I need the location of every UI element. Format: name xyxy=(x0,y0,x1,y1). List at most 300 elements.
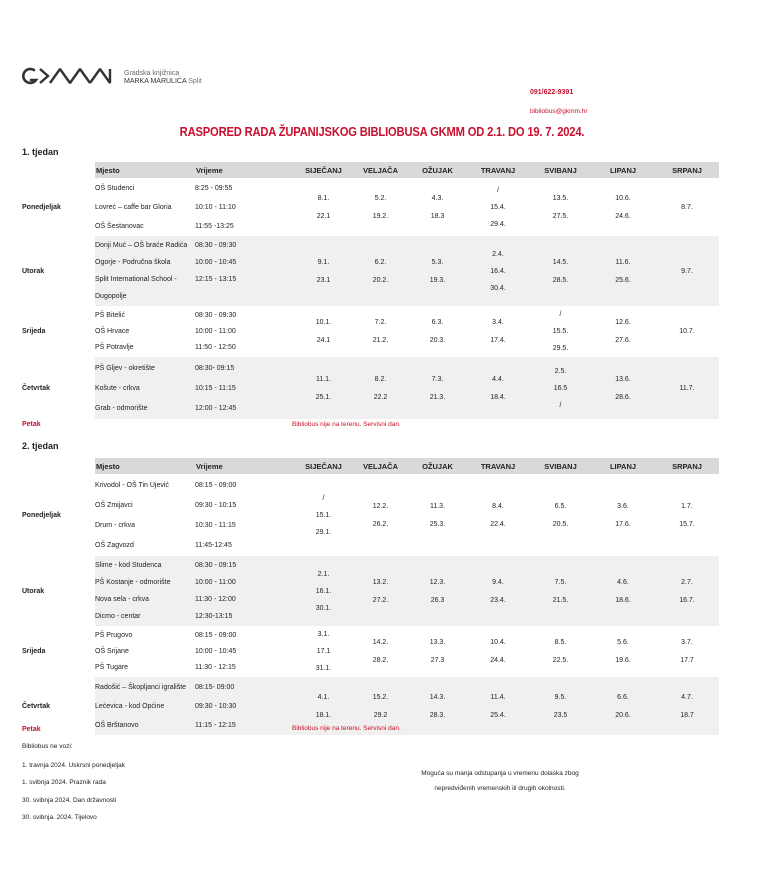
visit-date: 7.3. xyxy=(431,375,444,383)
visit-date: 8.7. xyxy=(681,203,693,211)
visit-date: 27.5. xyxy=(552,212,569,220)
month-dates xyxy=(295,474,352,556)
location: Dicmo - centar xyxy=(95,613,141,620)
visit-date: 13.3. xyxy=(429,639,446,646)
visit-date: 18.6. xyxy=(615,596,631,604)
table-row xyxy=(22,474,719,556)
column-header: SIJEČANJ xyxy=(295,162,352,178)
month-dates xyxy=(591,626,655,677)
visit-date: 21.2. xyxy=(372,337,389,344)
location: OŠ Hrvace xyxy=(95,328,130,335)
location: PŠ Bitelić xyxy=(95,312,125,319)
visit-date: 3.6. xyxy=(617,502,629,510)
month-dates xyxy=(530,556,591,626)
visit-date: 16.7. xyxy=(679,596,695,604)
month-dates xyxy=(591,178,655,236)
month-dates xyxy=(295,178,352,236)
visit-date: 11.3. xyxy=(429,502,446,510)
week-2-schedule-table xyxy=(22,458,719,735)
location: Split International School - xyxy=(95,276,177,283)
location: PŠ Prugovo xyxy=(95,632,133,639)
location: Grab - odmorište xyxy=(95,404,148,412)
month-dates xyxy=(591,306,655,357)
visit-date: 27.6. xyxy=(615,337,631,344)
visit-date: 17.1 xyxy=(316,648,331,655)
month-dates xyxy=(655,556,719,626)
location-list xyxy=(95,556,195,626)
library-name-city: Split xyxy=(188,78,202,85)
visit-date: 4.1. xyxy=(317,693,330,701)
day-name: Četvrtak xyxy=(22,677,95,735)
visit-date: 2.7. xyxy=(681,578,693,586)
time-slot: 8:25 - 09:55 xyxy=(195,184,233,192)
location: Lovreć – caffe bar Gloria xyxy=(95,203,172,211)
column-header: Mjesto xyxy=(95,162,195,178)
time-slot: 10:00 - 10:45 xyxy=(195,648,237,655)
visit-date: 13.2. xyxy=(372,578,389,586)
month-dates xyxy=(352,556,409,626)
visit-date: / xyxy=(559,401,562,409)
visit-date: 4.7. xyxy=(681,693,693,701)
contact-phone: 091/622-9391 xyxy=(530,89,574,96)
location: Ogorje - Područna škola xyxy=(95,259,171,266)
month-dates xyxy=(352,306,409,357)
visit-date: 31.1. xyxy=(315,665,332,672)
visit-date: 28.5. xyxy=(552,276,569,284)
month-dates xyxy=(352,626,409,677)
visit-date: 23.5 xyxy=(553,711,568,719)
visit-date: 22.1 xyxy=(316,212,331,220)
time-slot: 09:30 - 10:30 xyxy=(195,702,237,710)
visit-date: 23.1 xyxy=(316,276,331,284)
schedule-remark-line: nepredviđenih vremenskih ili drugih okolnosti. xyxy=(434,785,566,792)
visit-date: 27.2. xyxy=(372,596,389,604)
visit-date: 29.1. xyxy=(315,528,332,536)
visit-date: 9.7. xyxy=(681,267,693,275)
visit-date: 4.4. xyxy=(492,375,504,383)
month-dates xyxy=(295,626,352,677)
schedule-remark-line: Moguća su manja odstupanja u vremenu dolaska zbog xyxy=(421,770,579,777)
month-dates xyxy=(530,677,591,735)
time-slot: 12:15 - 13:15 xyxy=(195,276,237,283)
visit-date: 7.5. xyxy=(554,578,567,586)
month-dates xyxy=(352,474,409,556)
column-header: TRAVANJ xyxy=(466,458,530,474)
month-dates xyxy=(530,178,591,236)
time-list xyxy=(195,677,295,735)
time-slot: 08:30 - 09:30 xyxy=(195,242,237,249)
visit-date: 12.2. xyxy=(372,502,389,510)
month-dates xyxy=(409,357,466,419)
no-service-item: 1. svibnja 2024. Praznik rada xyxy=(22,779,106,786)
time-slot: 10:00 - 11:00 xyxy=(195,328,236,335)
location-list xyxy=(95,677,195,735)
visit-date: 22.4. xyxy=(490,520,506,528)
day-name: Ponedjeljak xyxy=(22,511,61,519)
visit-date: 8.1. xyxy=(317,194,330,202)
visit-date: 8.2. xyxy=(374,375,387,383)
visit-date: 6.2. xyxy=(374,258,387,266)
visit-date: 19.3. xyxy=(429,276,446,284)
column-header: OŽUJAK xyxy=(409,162,466,178)
visit-date: 16.4. xyxy=(490,267,506,275)
visit-date: 25.3. xyxy=(429,520,446,528)
visit-date: 11.7. xyxy=(679,384,695,392)
location: OŠ Zagvozd xyxy=(95,541,134,549)
visit-date: 18.1. xyxy=(315,711,332,719)
location-list xyxy=(95,626,195,677)
month-dates xyxy=(655,178,719,236)
visit-date: 10.6. xyxy=(615,194,631,202)
table-row xyxy=(22,357,719,419)
visit-date: 8.5. xyxy=(554,639,567,646)
time-slot: 11:45-12:45 xyxy=(195,541,232,549)
column-header: LIPANJ xyxy=(591,458,655,474)
month-dates xyxy=(591,357,655,419)
time-slot: 08:15 - 09:00 xyxy=(195,481,237,489)
visit-date: 10.1. xyxy=(315,319,332,326)
day-name: Ponedjeljak xyxy=(22,203,61,211)
visit-date: 9.4. xyxy=(492,578,504,586)
time-list xyxy=(195,236,295,306)
month-dates xyxy=(655,677,719,735)
column-header: VELJAČA xyxy=(352,162,409,178)
time-slot: 11:15 - 12:15 xyxy=(195,721,236,729)
visit-date: 15.2. xyxy=(372,693,389,701)
column-header: TRAVANJ xyxy=(466,162,530,178)
time-slot: 11:30 - 12:00 xyxy=(195,596,236,603)
day-name: Srijeda xyxy=(22,328,46,335)
visit-date: 9.5. xyxy=(554,693,567,701)
contact-email: bibliobus@gkmm.hr xyxy=(530,108,588,115)
location: OŠ Brštanovo xyxy=(95,721,139,729)
visit-date: 11.6. xyxy=(615,258,631,266)
visit-date: 27.3 xyxy=(430,657,445,664)
location: Lećevica - kod Općine xyxy=(95,702,165,710)
time-slot: 08:30- 09:15 xyxy=(195,364,235,372)
time-slot: 08:15 - 09:00 xyxy=(195,632,237,639)
visit-date: 18.7 xyxy=(680,711,694,719)
week-2-label: 2. tjedan xyxy=(22,441,59,451)
location: PŠ Potravlje xyxy=(95,344,134,351)
library-name-main: MARKA MARULIĆA xyxy=(124,78,187,85)
no-service-item: 30. svibnja 2024. Dan državnosti xyxy=(22,797,117,804)
visit-date: 26.3 xyxy=(430,596,445,604)
visit-date: 24.6. xyxy=(615,212,631,220)
visit-date: 21.5. xyxy=(552,596,569,604)
location-list xyxy=(95,357,195,419)
visit-date: 5.2. xyxy=(374,194,387,202)
column-header: SRPANJ xyxy=(655,162,719,178)
visit-date: 24.4. xyxy=(490,657,506,664)
visit-date: 30.1. xyxy=(315,604,332,612)
table-row xyxy=(22,236,719,306)
time-slot: 08:15- 09:00 xyxy=(195,683,235,691)
month-dates xyxy=(530,236,591,306)
visit-date: 30.4. xyxy=(490,284,506,292)
visit-date: 20.6. xyxy=(615,711,631,719)
column-header: VELJAČA xyxy=(352,458,409,474)
location: Donji Muć – OŠ braće Radića xyxy=(95,242,188,249)
time-list xyxy=(195,306,295,357)
location-list xyxy=(95,236,195,306)
month-dates xyxy=(466,474,530,556)
visit-date: 14.2. xyxy=(372,639,389,646)
header-spacer xyxy=(22,162,95,178)
visit-date: 15.5. xyxy=(552,328,569,335)
location-list xyxy=(95,178,195,236)
day-name: Četvrtak xyxy=(22,357,95,419)
visit-date: 25.1. xyxy=(315,393,332,401)
visit-date: 1.7. xyxy=(681,502,693,510)
visit-date: 25.4. xyxy=(490,711,506,719)
visit-date: 17.6. xyxy=(615,520,631,528)
time-list xyxy=(195,556,295,626)
visit-date: 10.4. xyxy=(490,639,506,646)
visit-date: 28.6. xyxy=(615,393,631,401)
visit-date: 28.3. xyxy=(429,711,446,719)
table-header-row xyxy=(22,458,719,474)
location: Slime - kod Studenca xyxy=(95,562,162,569)
day-name: Srijeda xyxy=(22,648,46,655)
month-dates xyxy=(530,626,591,677)
visit-date: 29.4. xyxy=(490,220,506,228)
week-2-friday-label: Petak xyxy=(22,726,41,733)
visit-date: 13.5. xyxy=(552,194,569,202)
location: Radošić – Škopljanci igralište xyxy=(95,683,187,691)
month-dates xyxy=(466,306,530,357)
month-dates xyxy=(409,236,466,306)
time-list xyxy=(195,178,295,236)
visit-date: 20.3. xyxy=(429,337,446,344)
table-row xyxy=(22,626,719,677)
library-name-line2 xyxy=(124,78,202,85)
visit-date: 16.5 xyxy=(553,384,568,392)
month-dates xyxy=(655,626,719,677)
visit-date: 10.7. xyxy=(679,328,695,335)
time-slot: 11:55 -13:25 xyxy=(195,222,234,230)
week-1-friday-label: Petak xyxy=(22,421,41,428)
location: Drum - crkva xyxy=(95,521,136,529)
time-slot: 10:10 - 11:10 xyxy=(195,203,236,211)
time-list xyxy=(195,474,295,556)
column-header: SVIBANJ xyxy=(530,458,591,474)
time-slot: 10:00 - 10:45 xyxy=(195,259,237,266)
month-dates xyxy=(591,556,655,626)
visit-date: 4.3. xyxy=(431,194,444,202)
location: OŠ Srijane xyxy=(95,648,129,655)
visit-date: 20.2. xyxy=(372,276,389,284)
table-row xyxy=(22,178,719,236)
column-header: SIJEČANJ xyxy=(295,458,352,474)
visit-date: 9.1. xyxy=(317,258,330,266)
month-dates xyxy=(591,677,655,735)
visit-date: 16.1. xyxy=(315,587,332,595)
month-dates xyxy=(591,236,655,306)
visit-date: 19.2. xyxy=(372,212,389,220)
location: PŠ Tugare xyxy=(95,664,129,671)
visit-date: 2.4. xyxy=(492,250,504,258)
column-header: Vrijeme xyxy=(195,162,295,178)
month-dates xyxy=(295,306,352,357)
visit-date: 15.4. xyxy=(490,203,506,211)
month-dates xyxy=(466,236,530,306)
visit-date: 15.7. xyxy=(679,520,695,528)
visit-date: 22.2 xyxy=(373,393,388,401)
month-dates xyxy=(530,357,591,419)
day-name: Utorak xyxy=(22,236,95,306)
location: PŠ Gljev - okretište xyxy=(95,364,155,372)
month-dates xyxy=(655,236,719,306)
month-dates xyxy=(466,626,530,677)
month-dates xyxy=(352,178,409,236)
month-dates xyxy=(409,677,466,735)
visit-date: 26.2. xyxy=(372,520,389,528)
table-header-row xyxy=(22,162,719,178)
visit-date: 6.5. xyxy=(554,502,567,510)
visit-date: 19.6. xyxy=(615,657,631,664)
week-1-friday-note: Bibliobus nije na terenu. Servisni dan. xyxy=(292,421,401,428)
location-list xyxy=(95,306,195,357)
visit-date: 14.3. xyxy=(429,693,446,701)
time-slot xyxy=(195,288,295,305)
visit-date: 4.6. xyxy=(617,578,629,586)
time-slot: 12:00 - 12:45 xyxy=(195,404,237,412)
visit-date: 3.7. xyxy=(681,639,693,646)
month-dates xyxy=(295,357,352,419)
time-slot: 11:30 - 12:15 xyxy=(195,664,236,671)
location: Košute - crkva xyxy=(95,384,140,392)
month-dates xyxy=(466,556,530,626)
visit-date: 29.5. xyxy=(552,345,569,352)
visit-date: 25.6. xyxy=(615,276,631,284)
visit-date: 11.4. xyxy=(490,693,506,701)
week-2-friday-note: Bibliobus nije na terenu. Servisni dan. xyxy=(292,725,401,732)
location: PŠ Kostanje - odmorište xyxy=(95,579,171,586)
no-service-item: 1. travnja 2024. Uskrsni ponedjeljak xyxy=(22,762,125,769)
page-title: RASPORED RADA ŽUPANIJSKOG BIBLIOBUSA GKMM OD 2.1. DO 19. 7. 2024. xyxy=(179,124,585,139)
location: Nova sela - crkva xyxy=(95,596,150,603)
month-dates xyxy=(409,556,466,626)
month-dates xyxy=(655,306,719,357)
visit-date: 13.6. xyxy=(615,375,631,383)
month-dates xyxy=(466,178,530,236)
visit-date: 5.3. xyxy=(431,258,444,266)
location: OŠ Studenci xyxy=(95,184,135,192)
no-service-heading: Bibliobus ne vozi: xyxy=(22,743,73,750)
visit-date: / xyxy=(497,186,499,194)
visit-date: 22.5. xyxy=(552,657,569,664)
month-dates xyxy=(466,677,530,735)
visit-date: 8.4. xyxy=(492,502,504,510)
library-name-line1: Gradska knjižnica xyxy=(124,70,180,77)
location: Dugopolje xyxy=(95,293,127,300)
visit-date: 3.4. xyxy=(492,319,504,326)
visit-date: 2.5. xyxy=(554,367,567,375)
month-dates xyxy=(352,357,409,419)
visit-date: 21.3. xyxy=(429,393,446,401)
location: OŠ Zmijavci xyxy=(95,501,133,509)
time-slot: 10:30 - 11:15 xyxy=(195,521,236,529)
month-dates xyxy=(409,626,466,677)
time-slot: 12:30-13:15 xyxy=(195,613,233,620)
no-service-item: 30. svibnja. 2024. Tijelovo xyxy=(22,814,97,821)
column-header: SRPANJ xyxy=(655,458,719,474)
visit-date: 2.1. xyxy=(317,570,330,578)
column-header: OŽUJAK xyxy=(409,458,466,474)
visit-date: 28.2. xyxy=(372,657,389,664)
visit-date: 17.4. xyxy=(490,337,506,344)
column-header: SVIBANJ xyxy=(530,162,591,178)
gkmm-logo-mark xyxy=(22,66,118,86)
time-slot: 08:30 - 09:15 xyxy=(195,562,237,569)
time-slot: 10:00 - 11:00 xyxy=(195,579,236,586)
week-1-schedule-table xyxy=(22,162,719,419)
library-logo xyxy=(22,66,242,92)
month-dates xyxy=(295,236,352,306)
visit-date: 7.2. xyxy=(374,319,387,326)
month-dates xyxy=(530,306,591,357)
month-dates xyxy=(591,474,655,556)
month-dates xyxy=(466,357,530,419)
month-dates xyxy=(409,306,466,357)
visit-date: / xyxy=(322,494,325,502)
week-1-label: 1. tjedan xyxy=(22,147,59,157)
month-dates xyxy=(409,178,466,236)
visit-date: 18.3 xyxy=(430,212,445,220)
visit-date: 18.4. xyxy=(490,393,506,401)
time-slot: 11:50 - 12:50 xyxy=(195,344,236,351)
visit-date: 3.1. xyxy=(317,631,330,638)
visit-date: 11.1. xyxy=(315,375,332,383)
visit-date: 14.5. xyxy=(552,258,569,266)
visit-date: 29.2 xyxy=(373,711,388,719)
month-dates xyxy=(352,236,409,306)
time-list xyxy=(195,357,295,419)
schedule-remark xyxy=(400,766,600,796)
time-slot: 09:30 - 10:15 xyxy=(195,501,237,509)
visit-date: 6.3. xyxy=(431,319,444,326)
month-dates xyxy=(409,474,466,556)
visit-date: 23.4. xyxy=(490,596,506,604)
visit-date: 15.1. xyxy=(315,511,332,519)
column-header: LIPANJ xyxy=(591,162,655,178)
table-row xyxy=(22,306,719,357)
column-header: Mjesto xyxy=(95,458,195,474)
time-slot: 08:30 - 09:30 xyxy=(195,312,237,319)
location: Krivodol - OŠ Tin Ujević xyxy=(95,481,169,489)
visit-date: 24.1 xyxy=(316,337,331,344)
time-slot: 10:15 - 11:15 xyxy=(195,384,236,392)
time-list xyxy=(195,626,295,677)
column-header: Vrijeme xyxy=(195,458,295,474)
visit-date: 12.6. xyxy=(615,319,631,326)
location-list xyxy=(95,474,195,556)
month-dates xyxy=(530,474,591,556)
month-dates xyxy=(655,357,719,419)
table-row xyxy=(22,556,719,626)
visit-date: 12.3. xyxy=(429,578,446,586)
visit-date: 6.6. xyxy=(617,693,629,701)
visit-date: 17.7 xyxy=(680,657,694,664)
visit-date: 20.5. xyxy=(552,520,569,528)
month-dates xyxy=(655,474,719,556)
month-dates xyxy=(295,556,352,626)
visit-date: / xyxy=(559,311,562,318)
day-name: Utorak xyxy=(22,556,95,626)
visit-date: 5.6. xyxy=(617,639,629,646)
header-spacer xyxy=(22,458,95,474)
